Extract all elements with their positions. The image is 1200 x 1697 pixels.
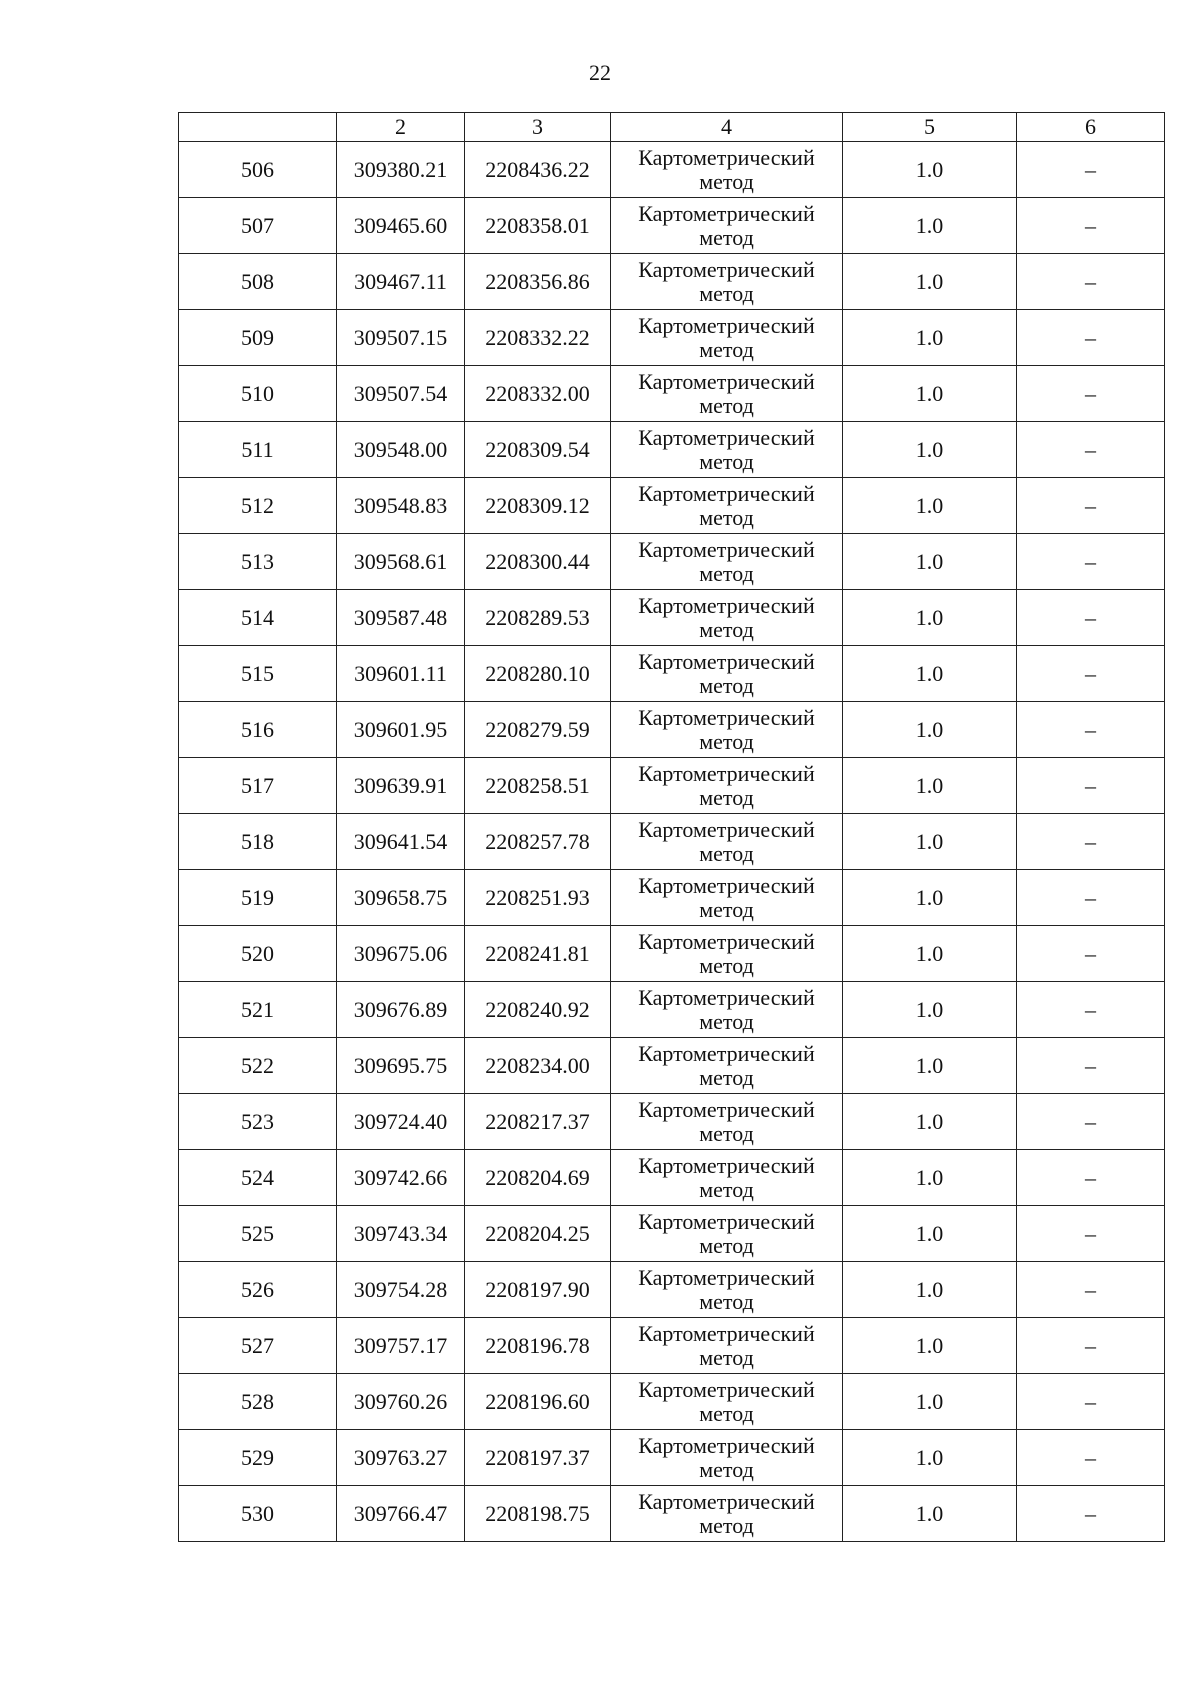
y-coordinate-cell: 2208257.78 — [465, 814, 611, 870]
table-row — [179, 1430, 1165, 1486]
method-line-1: Картометрический — [638, 144, 815, 170]
accuracy-cell: 1.0 — [843, 1262, 1017, 1318]
x-coordinate-cell: 309507.15 — [337, 310, 465, 366]
method-line-1: Картометрический — [638, 592, 815, 618]
point-number-cell: 514 — [179, 590, 337, 646]
method-line-1: Картометрический — [638, 312, 815, 338]
table-row — [179, 814, 1165, 870]
accuracy-cell: 1.0 — [843, 590, 1017, 646]
x-coordinate-cell: 309465.60 — [337, 198, 465, 254]
method-line-2: метод — [699, 1456, 754, 1482]
method-cell — [611, 758, 843, 814]
method-cell — [611, 1374, 843, 1430]
y-coordinate-cell: 2208332.00 — [465, 366, 611, 422]
method-cell — [611, 198, 843, 254]
point-number-cell: 524 — [179, 1150, 337, 1206]
method-line-2: метод — [699, 1008, 754, 1034]
y-coordinate-cell: 2208240.92 — [465, 982, 611, 1038]
accuracy-cell: 1.0 — [843, 702, 1017, 758]
method-cell — [611, 1486, 843, 1542]
method-line-2: метод — [699, 784, 754, 810]
point-number-cell: 508 — [179, 254, 337, 310]
method-line-1: Картометрический — [638, 1432, 815, 1458]
method-line-1: Картометрический — [638, 424, 815, 450]
table-row — [179, 142, 1165, 198]
x-coordinate-cell: 309742.66 — [337, 1150, 465, 1206]
y-coordinate-cell: 2208204.25 — [465, 1206, 611, 1262]
x-coordinate-cell: 309467.11 — [337, 254, 465, 310]
x-coordinate-cell: 309760.26 — [337, 1374, 465, 1430]
x-coordinate-cell: 309675.06 — [337, 926, 465, 982]
x-coordinate-cell: 309766.47 — [337, 1486, 465, 1542]
method-line-2: метод — [699, 560, 754, 586]
method-line-2: метод — [699, 1288, 754, 1314]
method-line-1: Картометрический — [638, 1040, 815, 1066]
note-cell: – — [1017, 366, 1165, 422]
accuracy-cell: 1.0 — [843, 422, 1017, 478]
table-row — [179, 758, 1165, 814]
page-number: 22 — [589, 60, 611, 85]
note-cell: – — [1017, 814, 1165, 870]
method-line-1: Картометрический — [638, 1376, 815, 1402]
note-cell: – — [1017, 1262, 1165, 1318]
method-line-2: метод — [699, 392, 754, 418]
note-cell: – — [1017, 1150, 1165, 1206]
note-cell: – — [1017, 1430, 1165, 1486]
accuracy-cell: 1.0 — [843, 198, 1017, 254]
accuracy-cell: 1.0 — [843, 366, 1017, 422]
method-line-2: метод — [699, 336, 754, 362]
table-row — [179, 310, 1165, 366]
y-coordinate-cell: 2208332.22 — [465, 310, 611, 366]
method-line-1: Картометрический — [638, 480, 815, 506]
method-cell — [611, 310, 843, 366]
header-cell-2: 2 — [337, 113, 465, 142]
table-row — [179, 1318, 1165, 1374]
point-number-cell: 528 — [179, 1374, 337, 1430]
method-cell — [611, 1318, 843, 1374]
accuracy-cell: 1.0 — [843, 1038, 1017, 1094]
accuracy-cell: 1.0 — [843, 534, 1017, 590]
x-coordinate-cell: 309601.11 — [337, 646, 465, 702]
accuracy-cell: 1.0 — [843, 646, 1017, 702]
x-coordinate-cell: 309587.48 — [337, 590, 465, 646]
point-number-cell: 516 — [179, 702, 337, 758]
table-row — [179, 926, 1165, 982]
accuracy-cell: 1.0 — [843, 1094, 1017, 1150]
method-line-1: Картометрический — [638, 816, 815, 842]
table-row — [179, 1038, 1165, 1094]
table-row — [179, 254, 1165, 310]
method-line-2: метод — [699, 1232, 754, 1258]
method-line-2: метод — [699, 1400, 754, 1426]
table-row — [179, 590, 1165, 646]
accuracy-cell: 1.0 — [843, 310, 1017, 366]
point-number-cell: 521 — [179, 982, 337, 1038]
method-line-1: Картометрический — [638, 1096, 815, 1122]
method-cell — [611, 1150, 843, 1206]
method-line-2: метод — [699, 168, 754, 194]
method-cell — [611, 702, 843, 758]
note-cell: – — [1017, 982, 1165, 1038]
note-cell: – — [1017, 758, 1165, 814]
y-coordinate-cell: 2208196.60 — [465, 1374, 611, 1430]
note-cell: – — [1017, 310, 1165, 366]
method-line-2: метод — [699, 280, 754, 306]
method-line-2: метод — [699, 1176, 754, 1202]
table-row — [179, 1094, 1165, 1150]
table-row — [179, 702, 1165, 758]
y-coordinate-cell: 2208196.78 — [465, 1318, 611, 1374]
y-coordinate-cell: 2208204.69 — [465, 1150, 611, 1206]
method-line-2: метод — [699, 952, 754, 978]
point-number-cell: 526 — [179, 1262, 337, 1318]
note-cell: – — [1017, 870, 1165, 926]
method-line-2: метод — [699, 224, 754, 250]
y-coordinate-cell: 2208436.22 — [465, 142, 611, 198]
table-row — [179, 1150, 1165, 1206]
y-coordinate-cell: 2208280.10 — [465, 646, 611, 702]
point-number-cell: 509 — [179, 310, 337, 366]
table-row — [179, 982, 1165, 1038]
method-cell — [611, 646, 843, 702]
note-cell: – — [1017, 478, 1165, 534]
y-coordinate-cell: 2208198.75 — [465, 1486, 611, 1542]
table-row — [179, 646, 1165, 702]
header-cell-5: 5 — [843, 113, 1017, 142]
accuracy-cell: 1.0 — [843, 478, 1017, 534]
method-line-1: Картометрический — [638, 984, 815, 1010]
x-coordinate-cell: 309763.27 — [337, 1430, 465, 1486]
method-cell — [611, 1094, 843, 1150]
method-cell — [611, 534, 843, 590]
note-cell: – — [1017, 1038, 1165, 1094]
y-coordinate-cell: 2208258.51 — [465, 758, 611, 814]
method-cell — [611, 926, 843, 982]
point-number-cell: 507 — [179, 198, 337, 254]
method-line-1: Картометрический — [638, 760, 815, 786]
method-cell — [611, 1262, 843, 1318]
note-cell: – — [1017, 534, 1165, 590]
accuracy-cell: 1.0 — [843, 1430, 1017, 1486]
method-line-2: метод — [699, 896, 754, 922]
y-coordinate-cell: 2208300.44 — [465, 534, 611, 590]
point-number-cell: 515 — [179, 646, 337, 702]
y-coordinate-cell: 2208309.54 — [465, 422, 611, 478]
note-cell: – — [1017, 254, 1165, 310]
note-cell: – — [1017, 142, 1165, 198]
table-row — [179, 422, 1165, 478]
method-line-1: Картометрический — [638, 1320, 815, 1346]
method-line-2: метод — [699, 672, 754, 698]
accuracy-cell: 1.0 — [843, 982, 1017, 1038]
table-row — [179, 870, 1165, 926]
y-coordinate-cell: 2208241.81 — [465, 926, 611, 982]
point-number-cell: 511 — [179, 422, 337, 478]
accuracy-cell: 1.0 — [843, 1150, 1017, 1206]
method-cell — [611, 254, 843, 310]
point-number-cell: 513 — [179, 534, 337, 590]
note-cell: – — [1017, 422, 1165, 478]
accuracy-cell: 1.0 — [843, 926, 1017, 982]
point-number-cell: 512 — [179, 478, 337, 534]
method-line-1: Картометрический — [638, 704, 815, 730]
x-coordinate-cell: 309658.75 — [337, 870, 465, 926]
method-cell — [611, 366, 843, 422]
coordinates-table — [178, 112, 1165, 1542]
note-cell: – — [1017, 1094, 1165, 1150]
method-cell — [611, 982, 843, 1038]
method-cell — [611, 422, 843, 478]
method-line-1: Картометрический — [638, 648, 815, 674]
y-coordinate-cell: 2208279.59 — [465, 702, 611, 758]
x-coordinate-cell: 309754.28 — [337, 1262, 465, 1318]
table-row — [179, 1374, 1165, 1430]
point-number-cell: 510 — [179, 366, 337, 422]
header-cell-3: 3 — [465, 113, 611, 142]
table-row — [179, 478, 1165, 534]
header-cell-6: 6 — [1017, 113, 1165, 142]
x-coordinate-cell: 309639.91 — [337, 758, 465, 814]
method-line-1: Картометрический — [638, 1152, 815, 1178]
x-coordinate-cell: 309743.34 — [337, 1206, 465, 1262]
method-line-2: метод — [699, 448, 754, 474]
method-line-2: метод — [699, 504, 754, 530]
accuracy-cell: 1.0 — [843, 1318, 1017, 1374]
table-row — [179, 534, 1165, 590]
header-cell-1 — [179, 113, 337, 142]
accuracy-cell: 1.0 — [843, 142, 1017, 198]
method-line-1: Картометрический — [638, 1264, 815, 1290]
y-coordinate-cell: 2208309.12 — [465, 478, 611, 534]
accuracy-cell: 1.0 — [843, 1206, 1017, 1262]
method-line-2: метод — [699, 616, 754, 642]
method-line-2: метод — [699, 1064, 754, 1090]
note-cell: – — [1017, 1374, 1165, 1430]
y-coordinate-cell: 2208234.00 — [465, 1038, 611, 1094]
note-cell: – — [1017, 702, 1165, 758]
method-line-1: Картометрический — [638, 1208, 815, 1234]
y-coordinate-cell: 2208358.01 — [465, 198, 611, 254]
point-number-cell: 523 — [179, 1094, 337, 1150]
point-number-cell: 517 — [179, 758, 337, 814]
method-line-1: Картометрический — [638, 256, 815, 282]
y-coordinate-cell: 2208356.86 — [465, 254, 611, 310]
y-coordinate-cell: 2208251.93 — [465, 870, 611, 926]
method-cell — [611, 590, 843, 646]
method-line-1: Картометрический — [638, 872, 815, 898]
table-body — [179, 113, 1165, 1542]
x-coordinate-cell: 309695.75 — [337, 1038, 465, 1094]
point-number-cell: 522 — [179, 1038, 337, 1094]
method-line-2: метод — [699, 840, 754, 866]
x-coordinate-cell: 309641.54 — [337, 814, 465, 870]
note-cell: – — [1017, 926, 1165, 982]
method-cell — [611, 478, 843, 534]
note-cell: – — [1017, 646, 1165, 702]
accuracy-cell: 1.0 — [843, 1374, 1017, 1430]
point-number-cell: 527 — [179, 1318, 337, 1374]
table-row — [179, 1206, 1165, 1262]
table-row — [179, 198, 1165, 254]
method-line-1: Картометрический — [638, 368, 815, 394]
table-row — [179, 366, 1165, 422]
y-coordinate-cell: 2208197.90 — [465, 1262, 611, 1318]
table-row — [179, 1486, 1165, 1542]
method-cell — [611, 1430, 843, 1486]
point-number-cell: 506 — [179, 142, 337, 198]
x-coordinate-cell: 309724.40 — [337, 1094, 465, 1150]
method-line-1: Картометрический — [638, 200, 815, 226]
method-line-2: метод — [699, 1512, 754, 1538]
method-line-1: Картометрический — [638, 928, 815, 954]
method-line-2: метод — [699, 728, 754, 754]
point-number-cell: 530 — [179, 1486, 337, 1542]
note-cell: – — [1017, 198, 1165, 254]
accuracy-cell: 1.0 — [843, 814, 1017, 870]
y-coordinate-cell: 2208197.37 — [465, 1430, 611, 1486]
note-cell: – — [1017, 1486, 1165, 1542]
x-coordinate-cell: 309757.17 — [337, 1318, 465, 1374]
point-number-cell: 529 — [179, 1430, 337, 1486]
method-line-2: метод — [699, 1344, 754, 1370]
note-cell: – — [1017, 1206, 1165, 1262]
method-line-2: метод — [699, 1120, 754, 1146]
accuracy-cell: 1.0 — [843, 758, 1017, 814]
method-cell — [611, 142, 843, 198]
method-line-1: Картометрический — [638, 536, 815, 562]
method-cell — [611, 1206, 843, 1262]
x-coordinate-cell: 309548.83 — [337, 478, 465, 534]
x-coordinate-cell: 309676.89 — [337, 982, 465, 1038]
point-number-cell: 520 — [179, 926, 337, 982]
point-number-cell: 525 — [179, 1206, 337, 1262]
point-number-cell: 519 — [179, 870, 337, 926]
accuracy-cell: 1.0 — [843, 870, 1017, 926]
header-row — [179, 113, 1165, 142]
x-coordinate-cell: 309601.95 — [337, 702, 465, 758]
x-coordinate-cell: 309380.21 — [337, 142, 465, 198]
method-cell — [611, 870, 843, 926]
accuracy-cell: 1.0 — [843, 254, 1017, 310]
table-row — [179, 1262, 1165, 1318]
note-cell: – — [1017, 590, 1165, 646]
y-coordinate-cell: 2208289.53 — [465, 590, 611, 646]
x-coordinate-cell: 309568.61 — [337, 534, 465, 590]
note-cell: – — [1017, 1318, 1165, 1374]
method-cell — [611, 814, 843, 870]
point-number-cell: 518 — [179, 814, 337, 870]
x-coordinate-cell: 309548.00 — [337, 422, 465, 478]
method-cell — [611, 1038, 843, 1094]
header-cell-4: 4 — [611, 113, 843, 142]
y-coordinate-cell: 2208217.37 — [465, 1094, 611, 1150]
x-coordinate-cell: 309507.54 — [337, 366, 465, 422]
accuracy-cell: 1.0 — [843, 1486, 1017, 1542]
method-line-1: Картометрический — [638, 1488, 815, 1514]
